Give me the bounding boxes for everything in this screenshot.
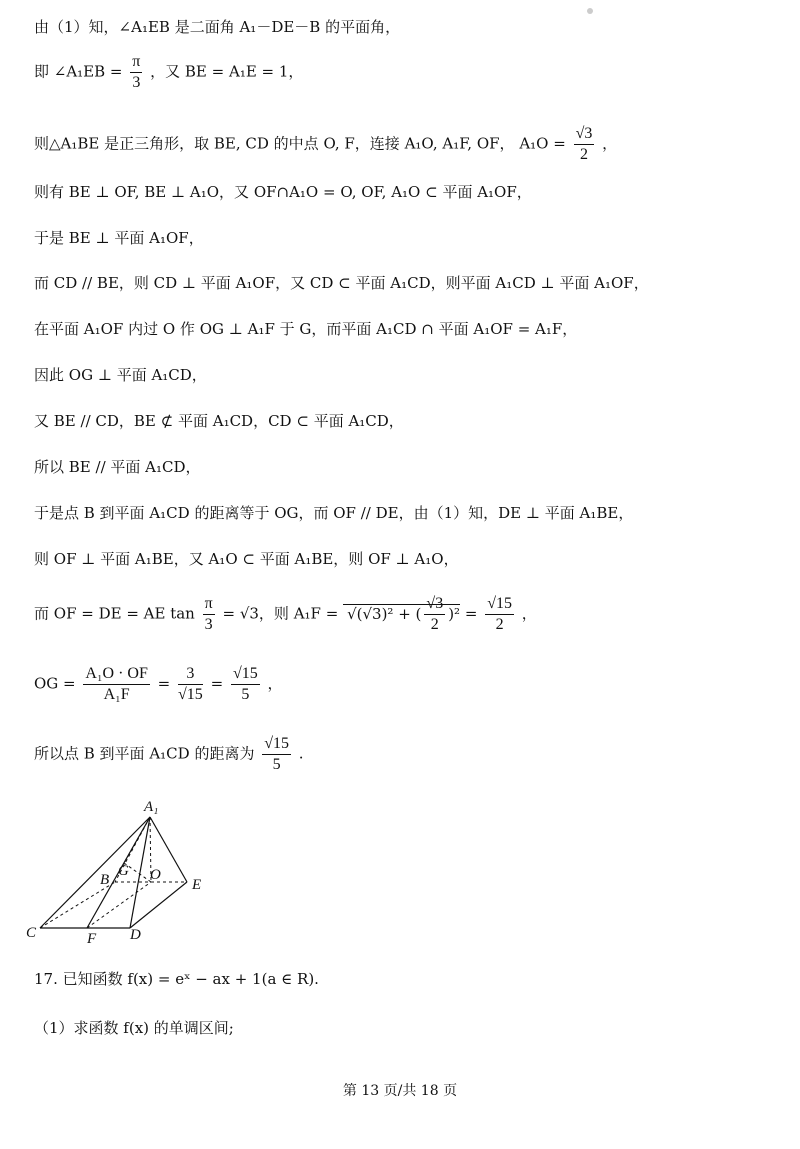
solution-line-13 (34, 594, 537, 635)
fraction-root15-over-2: $\frac{√15}{2}$ (487, 595, 512, 633)
edge-f-o (87, 882, 151, 928)
line13-c: = (464, 604, 478, 623)
fraction-root3-over-2b: $\frac{√3}{2}$ (426, 595, 444, 633)
geometry-figure (20, 795, 260, 955)
line15-d: . (298, 744, 304, 763)
solution-line-2 (34, 52, 303, 93)
solution-line-7: 在平面 A₁OF 内过 O 作 OG ⊥ A₁F 于 G，而平面 A₁CD ∩ 平面 A₁OF = A₁F， (34, 320, 578, 338)
label-d: D (130, 927, 141, 943)
fraction-pi-over-3: $\frac{\pi}{3}$ (132, 53, 141, 91)
line15-a: 所以点 B 到平面 A₁CD 的距离为 (34, 744, 255, 763)
label-o: O (150, 867, 161, 883)
problem-17: 17. 已知函数 f(x) = eˣ − ax + 1(a ∈ R). (34, 970, 319, 988)
label-b: B (100, 872, 110, 888)
line3-text: 则△A₁BE 是正三角形，取 BE, CD 的中点 O, F，连接 A₁O, A₁F, OF， (34, 134, 515, 153)
edge-d-e (130, 882, 187, 928)
solution-line-14 (34, 664, 283, 705)
solution-line-4: 则有 BE ⊥ OF, BE ⊥ A₁O，又 OF∩A₁O = O, OF, A₁O ⊂ 平面 A₁OF， (34, 183, 532, 201)
fraction-answer: $\frac{√15}{5}$ (264, 735, 290, 773)
line3-a1o: A₁O = (519, 134, 566, 153)
label-c: C (26, 925, 37, 941)
solution-line-3 (34, 124, 617, 165)
fraction-root3-over-2: $\frac{√3}{2}$ (575, 125, 593, 163)
fraction-pi-over-3b: $\frac{\pi}{3}$ (204, 595, 213, 633)
solution-line-8: 因此 OG ⊥ 平面 A₁CD， (34, 366, 207, 384)
solution-line-12: 则 OF ⊥ 平面 A₁BE，又 A₁O ⊂ 平面 A₁BE，则 OF ⊥ A₁O， (34, 550, 459, 568)
problem-17-part-1: （1）求函数 f(x) 的单调区间; (34, 1019, 234, 1037)
line3-suffix: ， (602, 134, 618, 153)
fraction-og: $\frac{\text{A₁O · OF}}{\text{A₁F}}$ (85, 665, 148, 703)
label-a1: A₁ (144, 799, 159, 815)
line13-a: 而 OF = DE = AE tan (34, 604, 195, 623)
label-g: G (118, 863, 129, 879)
solution-line-15 (34, 734, 304, 775)
label-f: F (87, 931, 97, 947)
edge-c-b (40, 882, 115, 928)
sqrt-expression: √(√3)² + ( $\frac{√3}{2}$ )² (343, 604, 460, 623)
line13-d: ， (521, 604, 537, 623)
solution-line-5: 于是 BE ⊥ 平面 A₁OF， (34, 229, 204, 247)
line14-a: OG = (34, 674, 76, 693)
line14-c: = (210, 674, 224, 693)
solution-line-6: 而 CD // BE，则 CD ⊥ 平面 A₁OF，又 CD ⊂ 平面 A₁CD，则平面 A₁CD ⊥ 平面 A₁OF， (34, 274, 649, 292)
label-e: E (192, 877, 202, 893)
line2-suffix: ，又 BE = A₁E = 1， (150, 62, 304, 81)
solution-line-11: 于是点 B 到平面 A₁CD 的距离等于 OG，而 OF // DE，由（1）知，DE ⊥ 平面 A₁BE， (34, 504, 634, 522)
line2-prefix: 即 ∠A₁EB = (34, 62, 123, 81)
fraction-root15-over-5: $\frac{√15}{5}$ (232, 665, 258, 703)
line14-b: = (157, 674, 171, 693)
line14-d: ， (267, 674, 283, 693)
fraction-3-over-root15: $\frac{3}{√15}$ (178, 665, 203, 703)
solution-line-1: 由（1）知，∠A₁EB 是二面角 A₁－DE－B 的平面角， (34, 18, 401, 36)
page-footer: 第 13 页/共 18 页 (342, 1083, 458, 1099)
solution-line-9: 又 BE // CD，BE ⊄ 平面 A₁CD，CD ⊂ 平面 A₁CD， (34, 412, 404, 430)
line13-b: = √3，则 A₁F = (222, 604, 339, 623)
solution-line-10: 所以 BE // 平面 A₁CD， (34, 458, 201, 476)
corner-mark (583, 3, 597, 17)
